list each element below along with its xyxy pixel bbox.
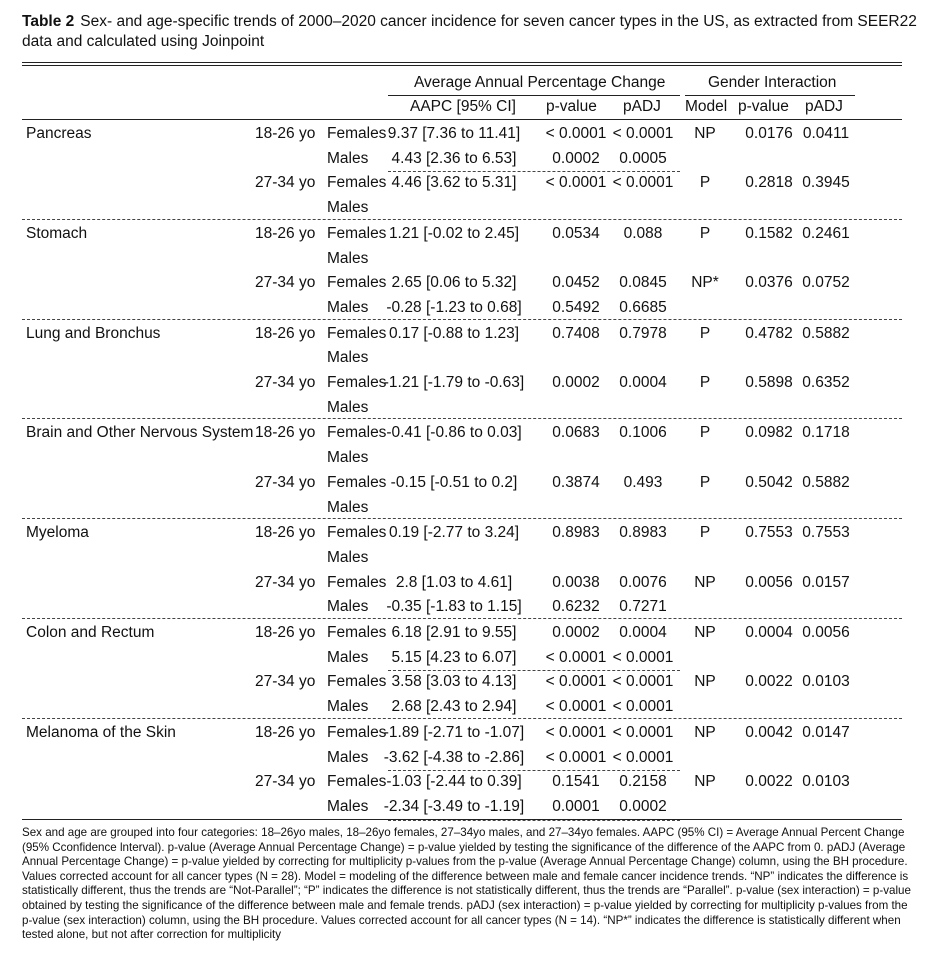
sex-label: Females — [327, 125, 387, 142]
sex-label: Females — [327, 723, 387, 741]
cancer-name: Brain and Other Nervous System — [26, 424, 254, 442]
aapc-value: -0.28 [-1.23 to 0.68] — [386, 298, 522, 316]
top-rule-double — [22, 65, 902, 66]
aapc-value: 4.43 [2.36 to 6.53] — [391, 149, 517, 167]
aapc-value: 3.58 [3.03 to 4.13] — [391, 673, 517, 691]
padj-value: < 0.0001 — [612, 648, 674, 666]
pvalue: 0.5492 — [552, 298, 600, 316]
age-group: 18-26 yo — [255, 424, 316, 442]
padj-value: 0.0002 — [619, 797, 667, 815]
sex-interaction-pvalue: 0.0376 — [745, 274, 793, 292]
pvalue: < 0.0001 — [545, 723, 607, 741]
padj-value: 0.0005 — [619, 149, 667, 167]
pvalue: 0.0002 — [552, 374, 600, 391]
age-group: 27-34 yo — [255, 673, 316, 691]
padj-value: 0.2158 — [619, 773, 667, 791]
aapc-value: 1.21 [-0.02 to 2.45] — [388, 224, 520, 242]
sex-interaction-pvalue: 0.4782 — [745, 324, 793, 342]
aapc-value: -0.15 [-0.51 to 0.2] — [390, 473, 518, 491]
age-group: 18-26 yo — [255, 624, 316, 641]
sex-interaction-pvalue: 0.0176 — [745, 125, 793, 142]
table-title: Sex- and age-specific trends of 2000–2020 cancer incidence for seven cancer types in the US, as extracted from SEER22 data and calculated using Joinpoint — [22, 13, 917, 50]
sex-label: Females — [327, 473, 387, 491]
sex-label: Males — [327, 598, 369, 616]
sex-interaction-pvalue: 0.2818 — [745, 174, 793, 192]
age-group: 18-26 yo — [255, 524, 316, 542]
sex-label: Females — [327, 573, 387, 591]
pvalue: < 0.0001 — [545, 673, 607, 691]
aapc-value: 9.37 [7.36 to 11.41] — [387, 125, 521, 142]
sex-interaction-padj: 0.3945 — [802, 174, 850, 192]
model-value: P — [699, 473, 711, 491]
header-padj-2: pADJ — [805, 98, 843, 115]
table-label: Table 2 — [22, 13, 75, 30]
sex-label: Females — [327, 773, 387, 791]
sex-interaction-pvalue: 0.0004 — [745, 624, 793, 641]
sex-interaction-padj: 0.0157 — [802, 573, 850, 591]
pvalue: < 0.0001 — [545, 125, 607, 142]
header-aapc-group: Average Annual Percentage Change — [414, 74, 666, 91]
padj-value: < 0.0001 — [612, 748, 674, 766]
age-group: 18-26 yo — [255, 125, 316, 142]
sex-label: Females — [327, 224, 387, 242]
pvalue: 0.7408 — [552, 324, 600, 342]
pvalue: < 0.0001 — [545, 648, 607, 666]
sex-label: Males — [327, 298, 369, 316]
sex-label: Females — [327, 624, 387, 641]
padj-value: < 0.0001 — [612, 125, 674, 142]
sex-label: Females — [327, 374, 387, 391]
header-aapc-underline — [388, 95, 680, 96]
sex-interaction-pvalue: 0.0056 — [745, 573, 793, 591]
aapc-value: 4.46 [3.62 to 5.31] — [391, 174, 517, 192]
pvalue: 0.0002 — [552, 149, 600, 167]
cancer-name: Stomach — [26, 224, 88, 242]
model-value: NP — [694, 125, 716, 142]
header-aapc: AAPC [95% CI] — [410, 98, 516, 115]
cancer-separator — [22, 618, 902, 619]
cancer-separator — [22, 418, 902, 419]
aapc-value: 5.15 [4.23 to 6.07] — [391, 648, 517, 666]
sex-label: Females — [327, 424, 387, 442]
model-value: P — [699, 374, 711, 391]
sex-label: Males — [327, 199, 369, 217]
row-separator — [388, 770, 680, 771]
sex-interaction-padj: 0.7553 — [802, 524, 850, 542]
padj-value: 0.493 — [623, 473, 663, 491]
sex-label: Males — [327, 249, 369, 267]
age-group: 27-34 yo — [255, 473, 316, 491]
padj-value: 0.088 — [623, 224, 663, 242]
model-value: NP — [694, 573, 716, 591]
age-group: 18-26 yo — [255, 224, 316, 242]
pvalue: 0.8983 — [552, 524, 600, 542]
sex-label: Males — [327, 797, 369, 815]
sex-interaction-padj: 0.6352 — [802, 374, 850, 391]
aapc-value: -3.62 [-4.38 to -2.86] — [383, 748, 525, 766]
cancer-name: Pancreas — [26, 125, 92, 142]
sex-label: Females — [327, 673, 387, 691]
table-footnote: Sex and age are grouped into four categories: 18–26yo males, 18–26yo females, 27–34yo males, and 27–34yo females. AAPC (95% CI) = Average Annual Percent Change (95% Cconfidence lnterval). p-value (Average Annual Percentage Change) = p-value yielded by testing the significance of the difference of the AAPC from 0. pADJ (Average Annual Percentage Change) = p-value yielded by correcting for multiplicity p-values from the p-value (Average Annual Percentage Change) column, using the BH procedure. Values corrected account for all cancer types (N = 28). Model = modeling of the difference between male and female cancer incidence trends. “NP” indicates the difference is statistically different, thus the trends are “Not-Parallel”; “P” indicates the difference is not statistically different, thus the trends are “Parallel”. p-value (sex interaction) = p-value obtained by testing the significance of the difference between male and female trends. pADJ (sex interaction) = p-value yielded by correcting for multiplicity p-values from the p-value (sex interaction) column, using the BH procedure. Values corrected account for all cancer types (N = 14). “NP*” indicates the difference is statistically different when tested alone, but not after correction for multiplicity — [22, 826, 911, 942]
sex-interaction-padj: 0.5882 — [802, 324, 850, 342]
cancer-separator — [22, 718, 902, 719]
sex-interaction-padj: 0.5882 — [802, 473, 850, 491]
bottom-rule — [22, 819, 902, 820]
sex-label: Males — [327, 748, 369, 766]
sex-interaction-padj: 0.0103 — [802, 673, 850, 691]
sex-label: Males — [327, 648, 369, 666]
aapc-value: -1.89 [-2.71 to -1.07] — [383, 723, 525, 741]
aapc-value: -1.03 [-2.44 to 0.39] — [386, 773, 522, 791]
padj-value: 0.7978 — [619, 324, 667, 342]
aapc-value: 0.17 [-0.88 to 1.23] — [388, 324, 520, 342]
pvalue: 0.3874 — [552, 473, 600, 491]
padj-value: < 0.0001 — [612, 174, 674, 192]
header-pvalue-2: p-value — [738, 98, 789, 115]
sex-interaction-padj: 0.0056 — [802, 624, 850, 641]
sex-label: Females — [327, 324, 387, 342]
model-value: NP* — [691, 274, 719, 292]
sex-interaction-pvalue: 0.0982 — [745, 424, 793, 442]
sex-label: Males — [327, 498, 369, 516]
sex-interaction-pvalue: 0.7553 — [745, 524, 793, 542]
sex-label: Males — [327, 548, 369, 566]
sex-interaction-padj: 0.1718 — [802, 424, 850, 442]
sex-label: Females — [327, 174, 387, 192]
header-gender-group: Gender Interaction — [708, 74, 837, 91]
pvalue: 0.6232 — [552, 598, 600, 616]
model-value: P — [699, 224, 711, 242]
model-value: P — [699, 424, 711, 442]
sex-label: Males — [327, 449, 369, 467]
pvalue: < 0.0001 — [545, 174, 607, 192]
age-group: 27-34 yo — [255, 374, 316, 391]
padj-value: < 0.0001 — [612, 723, 674, 741]
cancer-name: Lung and Bronchus — [26, 324, 161, 342]
sex-interaction-padj: 0.0103 — [802, 773, 850, 791]
age-group: 27-34 yo — [255, 573, 316, 591]
aapc-value: -2.34 [-3.49 to -1.19] — [383, 797, 525, 815]
sex-interaction-pvalue: 0.5898 — [745, 374, 793, 391]
sex-label: Males — [327, 398, 369, 416]
pvalue: 0.0683 — [552, 424, 600, 442]
sex-interaction-pvalue: 0.0022 — [745, 673, 793, 691]
cancer-separator — [22, 518, 902, 519]
cancer-name: Myeloma — [26, 524, 89, 542]
padj-value: 0.0004 — [619, 374, 667, 391]
sex-interaction-padj: 0.0752 — [802, 274, 850, 292]
model-value: P — [699, 174, 711, 192]
header-rule — [22, 119, 902, 120]
model-value: NP — [694, 723, 716, 741]
row-separator — [388, 171, 680, 172]
pvalue: < 0.0001 — [545, 698, 607, 716]
age-group: 27-34 yo — [255, 773, 316, 791]
sex-label: Females — [327, 274, 387, 292]
model-value: NP — [694, 673, 716, 691]
sex-interaction-padj: 0.2461 — [802, 224, 850, 242]
age-group: 27-34 yo — [255, 274, 316, 292]
age-group: 18-26 yo — [255, 723, 316, 741]
aapc-value: -1.21 [-1.79 to -0.63] — [383, 374, 525, 391]
sex-interaction-pvalue: 0.0042 — [745, 723, 793, 741]
sex-interaction-padj: 0.0411 — [802, 125, 850, 142]
sex-interaction-pvalue: 0.0022 — [745, 773, 793, 791]
padj-value: < 0.0001 — [612, 673, 674, 691]
cancer-name: Melanoma of the Skin — [26, 723, 176, 741]
padj-value: 0.0845 — [619, 274, 667, 292]
model-value: P — [699, 324, 711, 342]
sex-interaction-pvalue: 0.1582 — [745, 224, 793, 242]
padj-value: 0.1006 — [619, 424, 667, 442]
padj-value: 0.6685 — [619, 298, 667, 316]
cancer-separator — [22, 319, 902, 320]
sex-label: Males — [327, 698, 369, 716]
age-group: 18-26 yo — [255, 324, 316, 342]
pvalue: 0.0038 — [552, 573, 600, 591]
pvalue: 0.1541 — [552, 773, 600, 791]
padj-value: 0.0076 — [619, 573, 667, 591]
aapc-value: -0.41 [-0.86 to 0.03] — [386, 424, 522, 442]
sex-label: Males — [327, 149, 369, 167]
row-separator — [388, 670, 680, 671]
aapc-value: -0.35 [-1.83 to 1.15] — [386, 598, 522, 616]
padj-value: 0.7271 — [619, 598, 667, 616]
padj-value: 0.0004 — [619, 624, 667, 641]
table-caption — [22, 12, 922, 52]
pvalue: 0.0001 — [552, 797, 600, 815]
aapc-value: 0.19 [-2.77 to 3.24] — [388, 524, 520, 542]
aapc-value: 2.68 [2.43 to 2.94] — [391, 698, 517, 716]
padj-value: 0.8983 — [619, 524, 667, 542]
sex-interaction-padj: 0.0147 — [802, 723, 850, 741]
pvalue: 0.0452 — [552, 274, 600, 292]
pvalue: < 0.0001 — [545, 748, 607, 766]
model-value: NP — [694, 624, 716, 641]
cancer-name: Colon and Rectum — [26, 624, 155, 641]
model-value: P — [699, 524, 711, 542]
aapc-value: 6.18 [2.91 to 9.55] — [391, 624, 517, 641]
header-padj-1: pADJ — [623, 98, 661, 115]
sex-label: Females — [327, 524, 387, 542]
sex-label: Males — [327, 349, 369, 367]
model-value: NP — [694, 773, 716, 791]
aapc-value: 2.8 [1.03 to 4.61] — [395, 573, 513, 591]
age-group: 27-34 yo — [255, 174, 316, 192]
header-gender-underline — [685, 95, 855, 96]
header-pvalue-1: p-value — [546, 98, 597, 115]
aapc-value: 2.65 [0.06 to 5.32] — [391, 274, 517, 292]
top-rule — [22, 62, 902, 63]
padj-value: < 0.0001 — [612, 698, 674, 716]
sex-interaction-pvalue: 0.5042 — [745, 473, 793, 491]
header-model: Model — [685, 98, 728, 115]
cancer-separator — [22, 219, 902, 220]
pvalue: 0.0534 — [552, 224, 600, 242]
pvalue: 0.0002 — [552, 624, 600, 641]
